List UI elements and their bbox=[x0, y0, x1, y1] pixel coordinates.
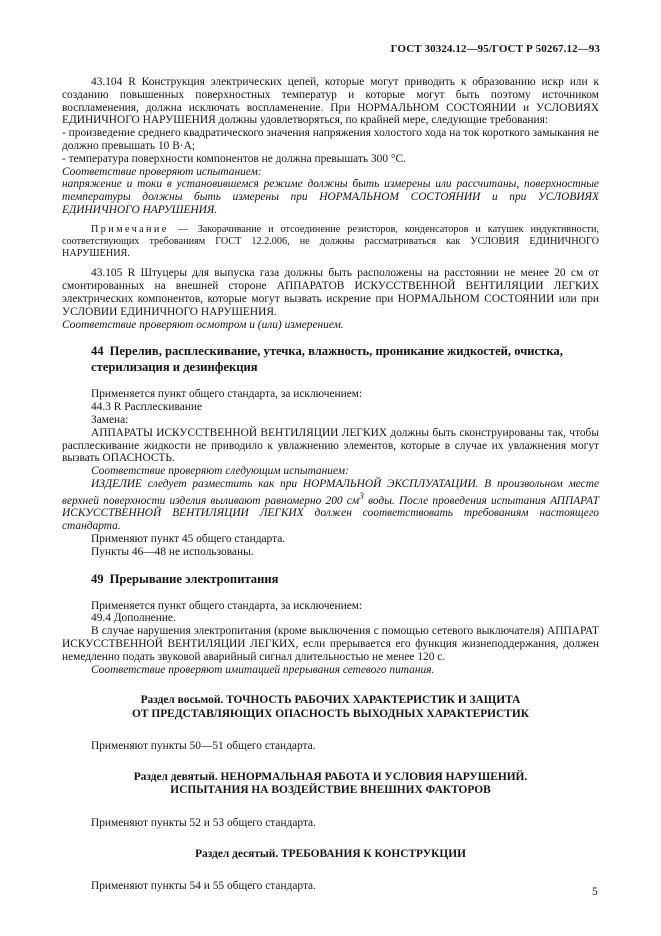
compliance-check: Соответствие проверяют следующим испытанием: bbox=[91, 465, 349, 478]
section-44-text: АППАРАТЫ ИСКУССТВЕННОЙ ВЕНТИЛЯЦИИ ЛЕГКИХ должны быть сконструированы так, чтобы расплескивание жидкости не приводило к увлажнению элементов, которые в случае их увлажнения могут вызвать ОПАСНОСТЬ. bbox=[62, 426, 599, 465]
test-description bbox=[62, 478, 599, 533]
part-title-line: Раздел восьмой. ТОЧНОСТЬ РАБОЧИХ ХАРАКТЕРИСТИК И ЗАЩИТА bbox=[140, 694, 521, 707]
part-8-text: Применяют пункты 50—51 общего стандарта. bbox=[91, 740, 316, 753]
replacement-label: Замена: bbox=[91, 413, 129, 426]
apply-45: Применяют пункт 45 общего стандарта. bbox=[91, 532, 286, 545]
part-9-text: Применяют пункты 52 и 53 общего стандарта. bbox=[91, 816, 316, 829]
page-body bbox=[62, 76, 599, 893]
subclause-44-3: 44.3 R Расплескивание bbox=[91, 401, 203, 414]
part-9-heading bbox=[62, 771, 599, 798]
note bbox=[62, 224, 599, 261]
test-superscript: 3 bbox=[359, 491, 364, 502]
test-part-1: ИЗДЕЛИЕ следует разместить как при НОРМАЛЬНОЙ ЭКСПЛУАТАЦИИ. В произвольном месте верхней поверхности изделия выливают равномерно 200 см bbox=[62, 477, 599, 507]
section-49-heading bbox=[62, 571, 599, 587]
test-part-2: воды. После проведения испытания АППАРАТ ИСКУССТВЕННОЙ ВЕНТИЛЯЦИИ ЛЕГКИХ должен соответствовать требованиям настоящего стандарта. bbox=[62, 494, 599, 533]
note-text: Закорачивание и отсоединение резисторов, конденсаторов и катушек индуктивности, соответствующих требованиям ГОСТ 12.2.006, не должны рассматриваться как УСЛОВИЯ ЕДИНИЧНОГО НАРУШЕНИЯ. bbox=[62, 223, 600, 260]
section-title: Прерывание электропитания bbox=[109, 571, 279, 586]
section-number: 44 bbox=[91, 344, 104, 359]
section-title: Перелив, расплескивание, утечка, влажность, проникание жидкостей, очистка, стерилизация и дезинфекция bbox=[91, 344, 563, 375]
page-number: 5 bbox=[592, 886, 598, 898]
section-44-heading bbox=[62, 343, 599, 375]
compliance-check: Соответствие проверяют имитацией прерывания сетевого питания. bbox=[91, 663, 435, 676]
section-49-text: В случае нарушения электропитания (кроме выключения с помощью сетевого выключателя) АППАРАТ ИСКУССТВЕННОЙ ВЕНТИЛЯЦИИ ЛЕГКИХ, если прерывается его функция жизнеподдержания, должен немедленно подать звуковой аварийный сигнал длительностью не менее 120 с. bbox=[62, 625, 599, 663]
part-title-line: Раздел десятый. ТРЕБОВАНИЯ К КОНСТРУКЦИИ bbox=[195, 847, 466, 860]
part-8-heading bbox=[62, 694, 599, 721]
part-title-line: ОТ ПРЕДСТАВЛЯЮЩИХ ОПАСНОСТЬ ВЫХОДНЫХ ХАРАКТЕРИСТИК bbox=[132, 707, 529, 720]
part-10-heading bbox=[62, 848, 599, 861]
compliance-detail: напряжение и токи в установившемся режиме должны быть измерены или рассчитаны, поверхностные температуры должны быть измерены при НОРМАЛЬНОМ СОСТОЯНИИ и при УСЛОВИЯХ ЕДИНИЧНОГО НАРУШЕНИЯ. bbox=[62, 178, 599, 216]
applies-text: Применяется пункт общего стандарта, за исключением: bbox=[91, 599, 363, 612]
unused-clauses: Пункты 46—48 не использованы. bbox=[91, 545, 254, 558]
compliance-check: Соответствие проверяют осмотром и (или) измерением. bbox=[62, 318, 344, 331]
part-10-text: Применяют пункты 54 и 55 общего стандарта. bbox=[91, 879, 316, 892]
note-label: Примечание — bbox=[91, 223, 191, 235]
requirement-item: - температура поверхности компонентов не должна превышать 300 °С. bbox=[62, 152, 406, 165]
clause-43-104: 43.104 R Конструкция электрических цепей, которые могут приводить к образованию искр или к созданию повышенных поверхностных температур и которые могут быть поэтому источником воспламенения, должна исключать воспламенение. При НОРМАЛЬНОМ СОСТОЯНИИ и УСЛОВИЯХ ЕДИНИЧНОГО НАРУШЕНИЯ должны удовлетворяться, по крайней мере, следующие требования: bbox=[62, 76, 599, 127]
part-title-line: Раздел девятый. НЕНОРМАЛЬНАЯ РАБОТА И УСЛОВИЯ НАРУШЕНИЙ. bbox=[133, 770, 528, 783]
subclause-49-4: 49.4 Дополнение. bbox=[91, 612, 176, 625]
compliance-check: Соответствие проверяют испытанием: bbox=[62, 165, 262, 178]
part-title-line: ИСПЫТАНИЯ НА ВОЗДЕЙСТВИЕ ВНЕШНИХ ФАКТОРОВ bbox=[170, 784, 491, 797]
section-number: 49 bbox=[91, 571, 104, 586]
running-header: ГОСТ 30324.12—95/ГОСТ Р 50267.12—93 bbox=[390, 43, 600, 55]
requirement-item: - произведение среднего квадратического значения напряжения холостого хода на ток короткого замыкания не должно превышать 10 В·А; bbox=[62, 127, 599, 152]
clause-43-105: 43.105 R Штуцеры для выпуска газа должны быть расположены на расстоянии не менее 20 см от смонтированных на внешней стороне АППАРАТОВ ИСКУССТВЕННОЙ ВЕНТИЛЯЦИИ ЛЕГКИХ электрических компонентов, которые могут вызвать искрение при НОРМАЛЬНОМ СОСТОЯНИИ или при УСЛОВИИ ЕДИНИЧНОГО НАРУШЕНИЯ. bbox=[62, 267, 599, 318]
applies-text: Применяется пункт общего стандарта, за исключением: bbox=[91, 388, 363, 401]
